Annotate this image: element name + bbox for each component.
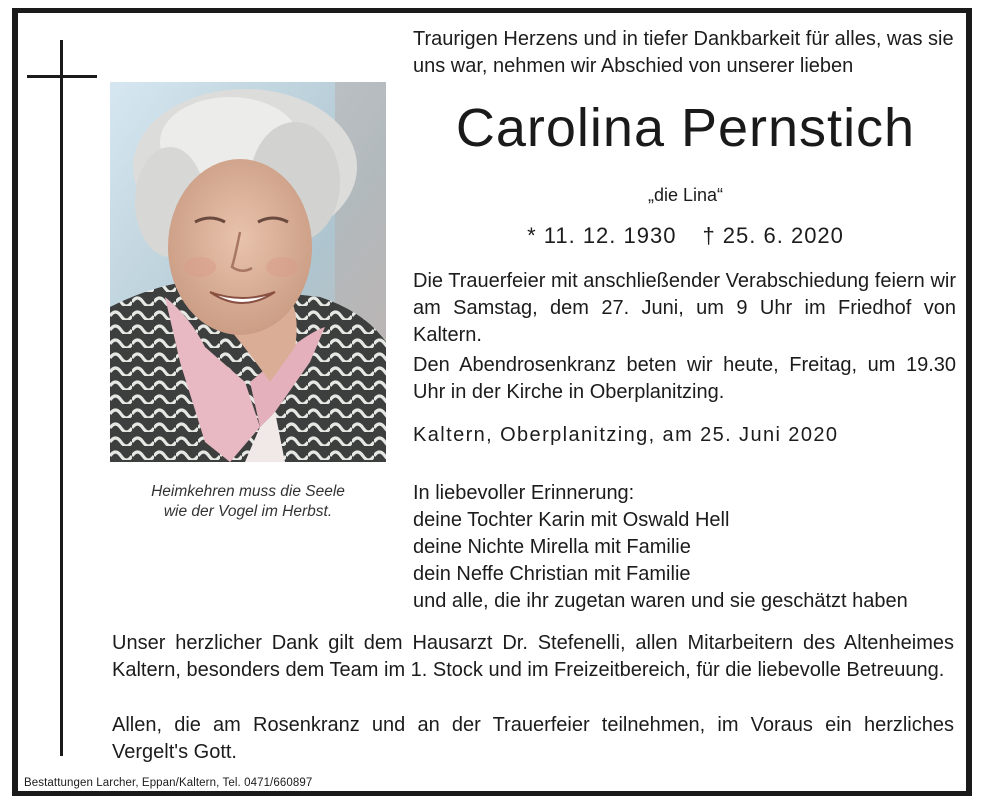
photo-caption bbox=[110, 482, 386, 522]
caption-line: Heimkehren muss die Seele bbox=[151, 483, 345, 500]
memory-block bbox=[413, 480, 958, 615]
birth-date: * 11. 12. 1930 bbox=[527, 223, 677, 248]
death-date: † 25. 6. 2020 bbox=[702, 223, 844, 248]
place-date: Kaltern, Oberplanitzing, am 25. Juni 2020 bbox=[413, 424, 839, 446]
mourner-line: deine Tochter Karin mit Oswald Hell bbox=[413, 509, 730, 531]
life-dates bbox=[413, 222, 958, 250]
memory-heading: In liebevoller Erinnerung: bbox=[413, 482, 635, 504]
portrait-photo bbox=[110, 82, 386, 462]
deceased-name: Carolina Pernstich bbox=[455, 98, 916, 158]
intro-text: Traurigen Herzens und in tiefer Dankbarkeit für alles, was sie uns war, nehmen wir Abschied von unserer lieben bbox=[413, 28, 954, 77]
cross-icon-bar bbox=[27, 75, 97, 78]
nickname: „die Lina“ bbox=[647, 185, 724, 205]
funeral-text: Die Trauerfeier mit anschließender Verabschiedung feiern wir am Samstag, dem 27. Juni, um 9 Uhr im Friedhof von Kaltern. bbox=[413, 270, 956, 346]
funeral-home-footer: Bestattungen Larcher, Eppan/Kaltern, Tel. 0471/660897 bbox=[24, 777, 313, 789]
mourner-line: und alle, die ihr zugetan waren und sie geschätzt haben bbox=[413, 590, 908, 612]
mourner-line: deine Nichte Mirella mit Familie bbox=[413, 536, 691, 558]
caption-line: wie der Vogel im Herbst. bbox=[163, 503, 333, 520]
thanks-paragraph: Unser herzlicher Dank gilt dem Hausarzt Dr. Stefenelli, allen Mitarbeitern des Altenheimes Kaltern, besonders dem Team im 1. Stock und im Freizeitbereich, für die liebevolle Betreuung. bbox=[112, 632, 954, 681]
rosary-text: Den Abendrosenkranz beten wir heute, Freitag, um 19.30 Uhr in der Kirche in Oberplanitzing. bbox=[413, 354, 956, 403]
mourner-line: dein Neffe Christian mit Familie bbox=[413, 563, 691, 585]
thanks-paragraph: Allen, die am Rosenkranz und an der Trauerfeier teilnehmen, im Voraus ein herzliches Vergelt's Gott. bbox=[112, 714, 954, 763]
cross-icon bbox=[60, 40, 63, 756]
